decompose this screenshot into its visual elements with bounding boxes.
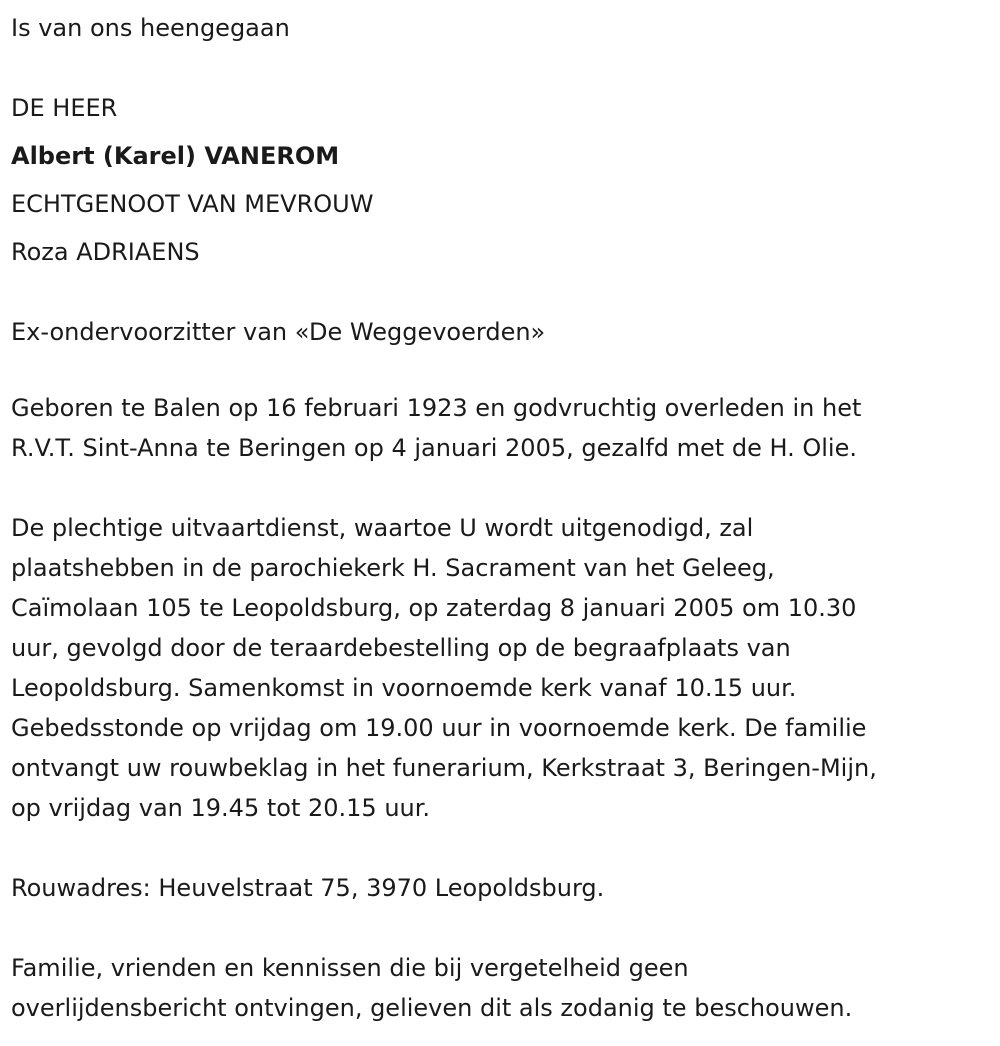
spacer [11, 52, 986, 84]
spacer [11, 468, 986, 508]
paragraph-line: Caïmolaan 105 te Leopoldsburg, op zaterdag 8 januari 2005 om 10.30 [11, 594, 857, 622]
deceased-name: Albert (Karel) VANEROM [11, 142, 340, 170]
spacer [11, 276, 986, 308]
paragraph-line: overlijdensbericht ontvingen, gelieven dit als zodanig te beschouwen. [11, 994, 853, 1022]
paragraph-line: Gebedsstonde op vrijdag om 19.00 uur in voornoemde kerk. De familie [11, 714, 867, 742]
paragraph-line: op vrijdag van 19.45 tot 20.15 uur. [11, 794, 431, 822]
closing-paragraph [11, 948, 986, 1028]
spacer [11, 356, 986, 388]
paragraph-line: Geboren te Balen op 16 februari 1923 en godvruchtig overleden in het [11, 394, 862, 422]
paragraph-line: ontvangt uw rouwbeklag in het funerarium, Kerkstraat 3, Beringen-Mijn, [11, 754, 877, 782]
role-line: Ex-ondervoorzitter van «De Weggevoerden» [11, 318, 546, 346]
spouse-label: ECHTGENOOT VAN MEVROUW [11, 190, 374, 218]
paragraph-line: De plechtige uitvaartdienst, waartoe U wordt uitgenodigd, zal [11, 514, 754, 542]
paragraph-line: R.V.T. Sint-Anna te Beringen op 4 januari 2005, gezalfd met de H. Olie. [11, 434, 857, 462]
intro-line: Is van ons heengegaan [11, 14, 290, 42]
obituary-notice [11, 4, 986, 1028]
paragraph-line: uur, gevolgd door de teraardebestelling op de begraafplaats van [11, 634, 791, 662]
deceased-title: DE HEER [11, 94, 118, 122]
spouse-name: Roza ADRIAENS [11, 238, 200, 266]
spacer [11, 908, 986, 948]
birth-death-paragraph [11, 388, 986, 468]
address-line: Rouwadres: Heuvelstraat 75, 3970 Leopoldsburg. [11, 874, 605, 902]
paragraph-line: plaatshebben in de parochiekerk H. Sacrament van het Geleeg, [11, 554, 775, 582]
funeral-paragraph [11, 508, 986, 828]
paragraph-line: Familie, vrienden en kennissen die bij vergetelheid geen [11, 954, 689, 982]
paragraph-line: Leopoldsburg. Samenkomst in voornoemde kerk vanaf 10.15 uur. [11, 674, 797, 702]
spacer [11, 828, 986, 868]
